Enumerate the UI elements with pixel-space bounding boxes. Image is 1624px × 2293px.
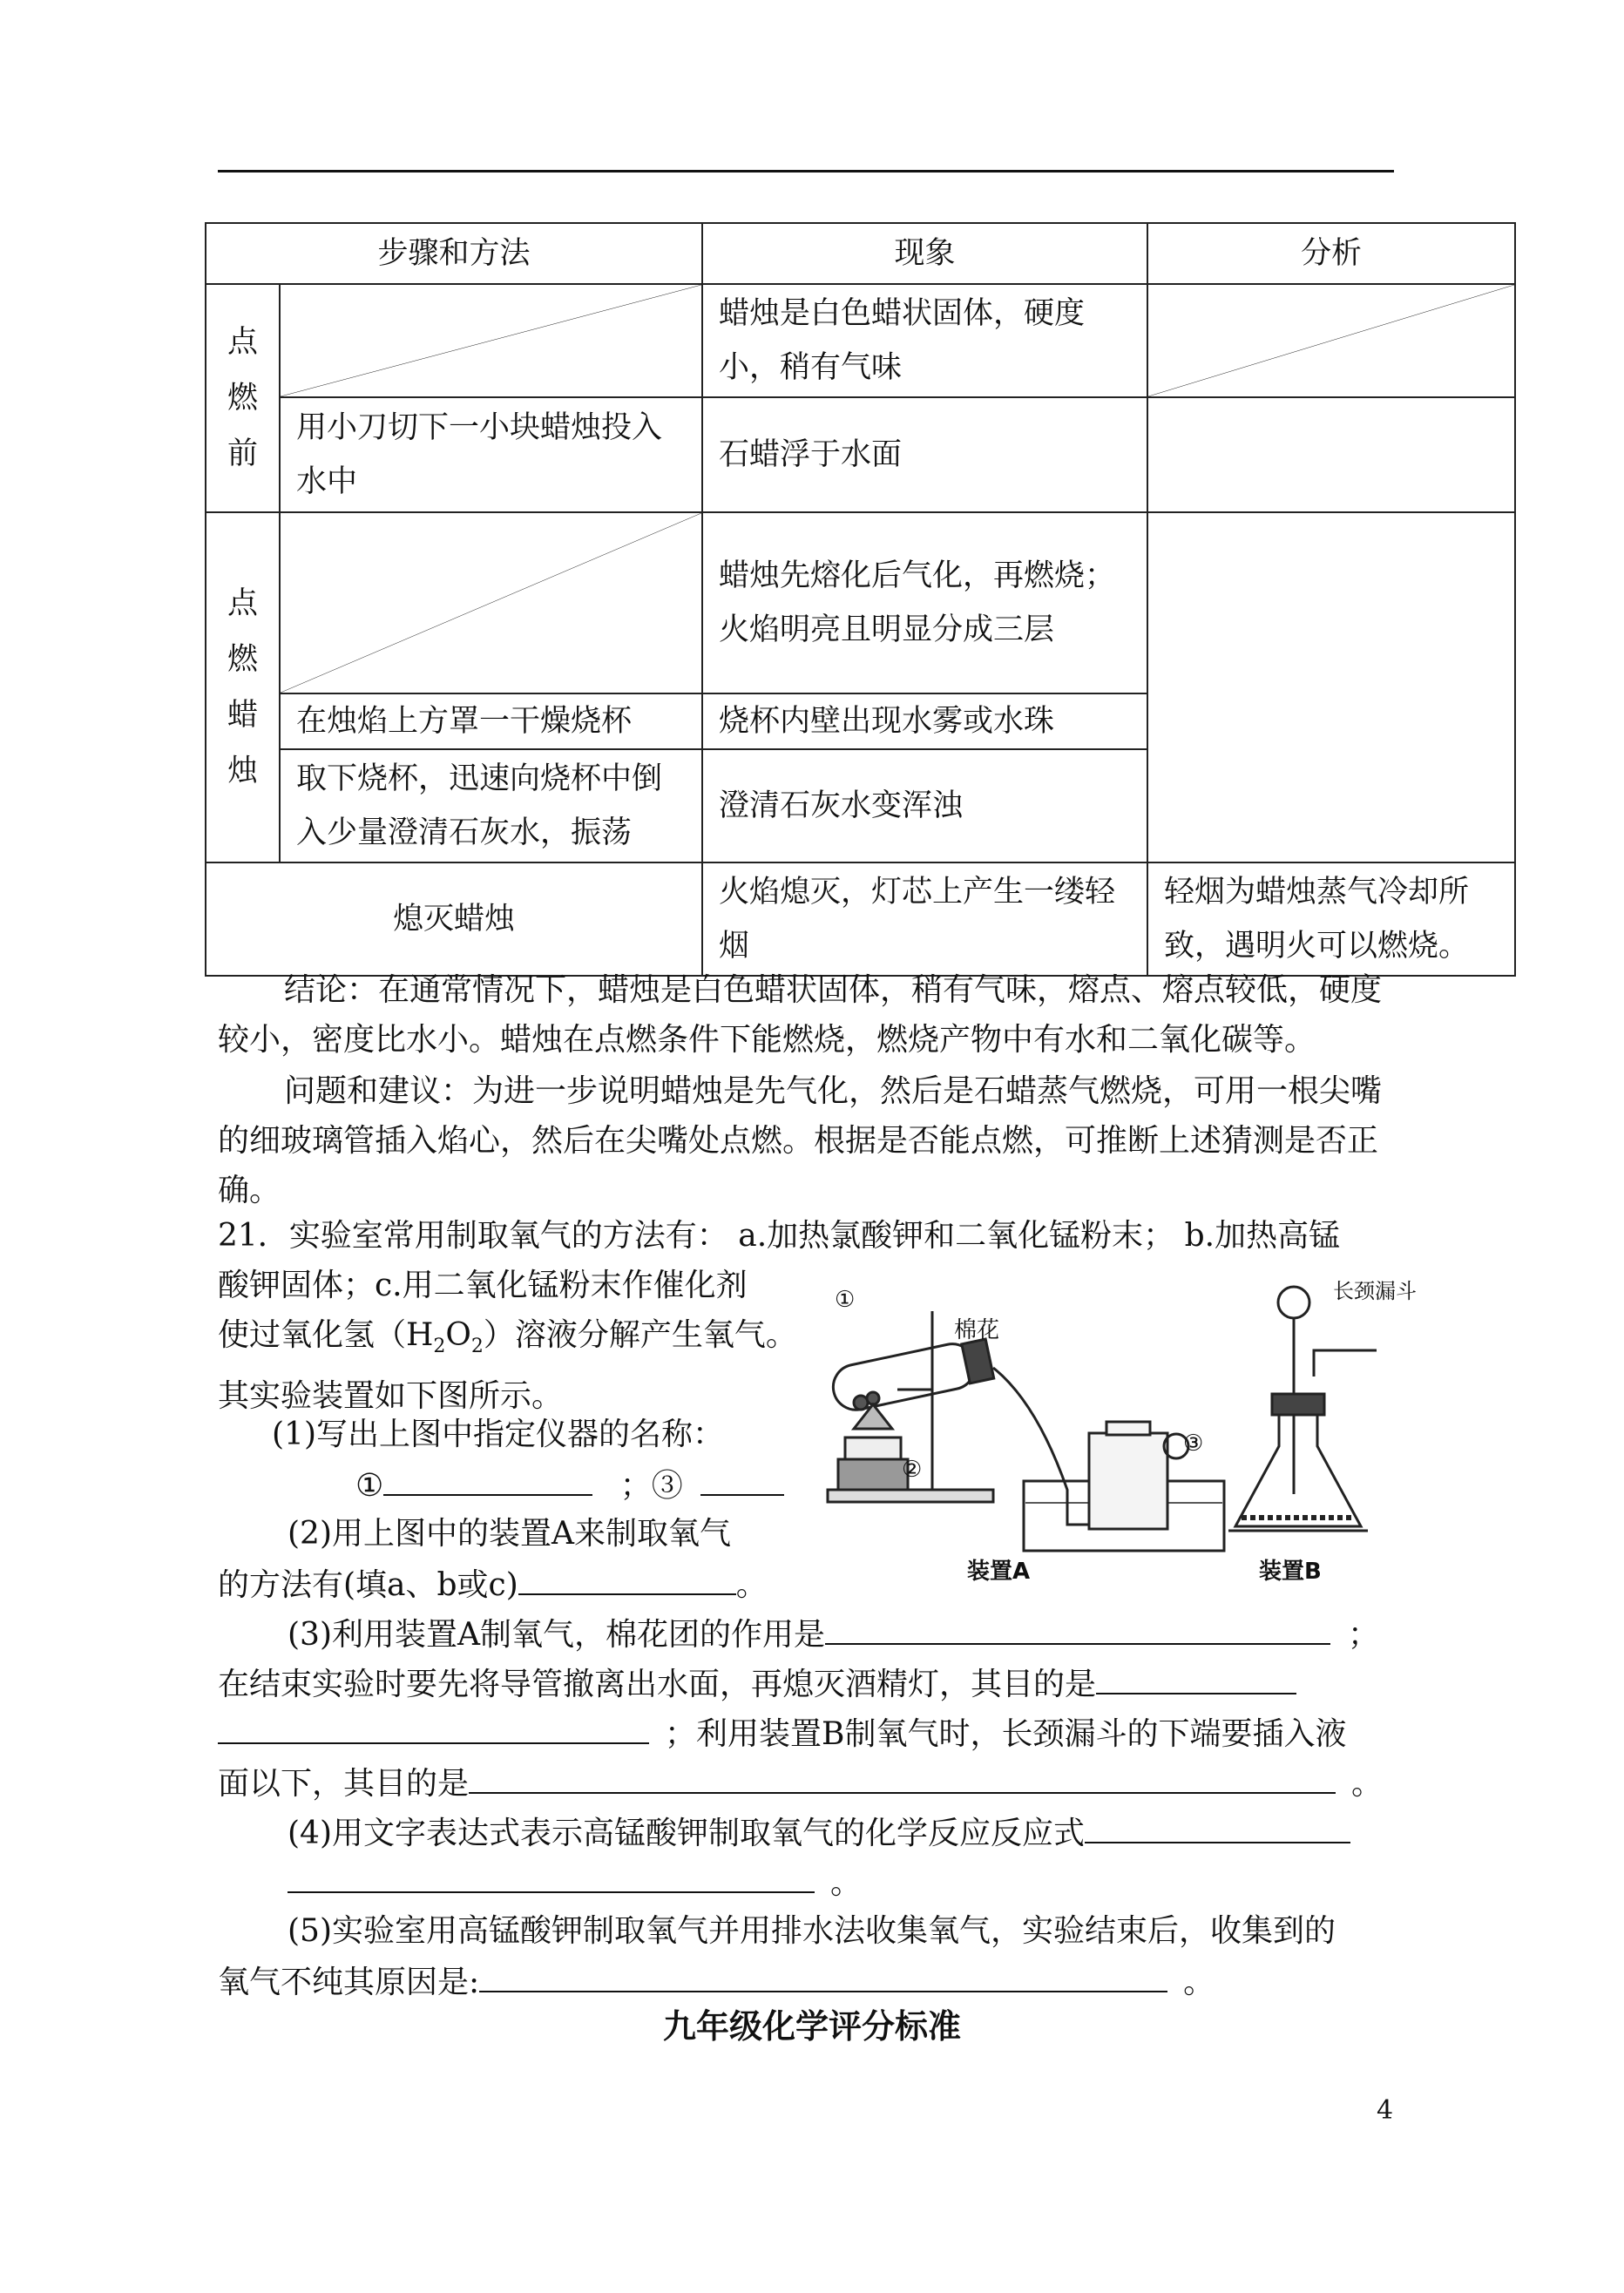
sub-question-1: (1)写出上图中指定仪器的名称：	[272, 1417, 724, 1452]
answer-blank[interactable]	[479, 1956, 1167, 1992]
phenomenon-cell: 澄清石灰水变浑浊	[702, 749, 1147, 862]
step-cell: 在烛焰上方罩一干燥烧杯	[280, 693, 702, 749]
phenomenon-cell: 蜡烛先熔化后气化，再燃烧； 火焰明亮且明显分成三层	[702, 512, 1147, 693]
sub-question-1-blanks: ① ；③	[355, 1459, 784, 1511]
sub-question-4-cont: 。	[288, 1857, 862, 1908]
step-cell: 用小刀切下一小块蜡烛投入水中	[280, 397, 702, 512]
apparatus-figure	[819, 1272, 1417, 1594]
label-1: ①	[835, 1287, 856, 1313]
sub-question-2: (2)用上图中的装置A来制取氧气	[288, 1516, 731, 1552]
answer-blank[interactable]	[825, 1608, 1330, 1645]
question-21-text: 酸钾固体；c.用二氧化锰粉末作催化剂 使过氧化氢$(H_2O_2)$溶液分解产生氧气。 其实验装置如下图所示。	[218, 1268, 797, 1415]
device-b-label: 装置B	[1259, 1559, 1322, 1585]
table-row	[206, 862, 1515, 976]
step-cell: 熄灭蜡烛	[206, 862, 702, 976]
phenomenon-cell: 烧杯内壁出现水雾或水珠	[702, 693, 1147, 749]
answer-blank[interactable]	[700, 1459, 784, 1496]
header-steps: 步骤和方法	[206, 223, 702, 284]
answer-blank[interactable]	[1085, 1807, 1350, 1843]
cotton-label: 棉花	[954, 1317, 1000, 1343]
label-2: ②	[902, 1457, 923, 1483]
sub-question-3-cont: ；利用装置B制氧气时，长颈漏斗的下端要插入液	[218, 1708, 1346, 1759]
diagonal-cell	[280, 512, 702, 693]
header-rule	[218, 170, 1394, 172]
analysis-cell	[1147, 397, 1515, 512]
header-phenomenon: 现象	[702, 223, 1147, 284]
phenomenon-cell: 蜡烛是白色蜡状固体，硬度小，稍有气味	[702, 284, 1147, 397]
device-a-illustration	[828, 1311, 1224, 1551]
analysis-cell	[1147, 512, 1515, 862]
answer-blank[interactable]	[383, 1459, 592, 1496]
table-row	[206, 512, 1515, 693]
step-cell: 取下烧杯，迅速向烧杯中倒入少量澄清石灰水，振荡	[280, 749, 702, 862]
funnel-label: 长颈漏斗	[1333, 1279, 1417, 1303]
sub-question-2-cont: 的方法有(填a、b或c) 。	[218, 1559, 768, 1610]
conclusion-paragraph: 结论：在通常情况下，蜡烛是白色蜡状固体，稍有气味，熔点、熔点较低，硬度较小，密度比水小。蜡烛在点燃条件下能燃烧，燃烧产物中有水和二氧化碳等。	[218, 972, 1383, 1058]
experiment-table	[205, 222, 1516, 977]
answer-blank[interactable]	[288, 1857, 815, 1893]
phenomenon-cell: 石蜡浮于水面	[702, 397, 1147, 512]
label-3: ③	[1183, 1431, 1204, 1457]
sub-question-3-cont: 在结束实验时要先将导管撤离出水面，再熄灭酒精灯，其目的是	[218, 1658, 1296, 1709]
answer-blank[interactable]	[1096, 1658, 1296, 1694]
diagonal-cell	[1147, 284, 1515, 397]
answer-blank[interactable]	[518, 1559, 736, 1595]
header-analysis: 分析	[1147, 223, 1515, 284]
question-21-intro: 21．实验室常用制取氧气的方法有： a.加热氯酸钾和二氧化锰粉末； b.加热高锰	[218, 1218, 1341, 1254]
group-before-ignition: 点燃前	[206, 284, 280, 512]
group-ignition: 点燃蜡烛	[206, 512, 280, 862]
suggestion-paragraph: 问题和建议：为进一步说明蜡烛是先气化，然后是石蜡蒸气燃烧，可用一根尖嘴的细玻璃管插入焰心，然后在尖嘴处点燃。根据是否能点燃，可推断上述猜测是否正确。	[218, 1073, 1383, 1208]
device-b-illustration	[1228, 1287, 1377, 1531]
sub-question-3-cont: 面以下，其目的是 。	[218, 1757, 1383, 1809]
page-number: 4	[1377, 2095, 1394, 2126]
table-row	[206, 397, 1515, 512]
device-a-label: 装置A	[967, 1559, 1031, 1585]
table-row	[206, 284, 1515, 397]
analysis-cell: 轻烟为蜡烛蒸气冷却所致，遇明火可以燃烧。	[1147, 862, 1515, 976]
table-header-row	[206, 223, 1515, 284]
answer-blank[interactable]	[218, 1708, 649, 1744]
diagonal-cell	[280, 284, 702, 397]
phenomenon-cell: 火焰熄灭，灯芯上产生一缕轻烟	[702, 862, 1147, 976]
answer-blank[interactable]	[469, 1757, 1336, 1794]
sub-question-3: (3)利用装置A制氧气，棉花团的作用是 ；	[288, 1608, 1379, 1660]
sub-question-5-cont: 氧气不纯其原因是: 。	[218, 1956, 1215, 2007]
sub-question-4: (4)用文字表达式表示高锰酸钾制取氧气的化学反应反应式	[288, 1807, 1350, 1858]
section-title: 九年级化学评分标准	[662, 2006, 961, 2046]
sub-question-5: (5)实验室用高锰酸钾制取氧气并用排水法收集氧气，实验结束后，收集到的	[288, 1913, 1336, 1949]
